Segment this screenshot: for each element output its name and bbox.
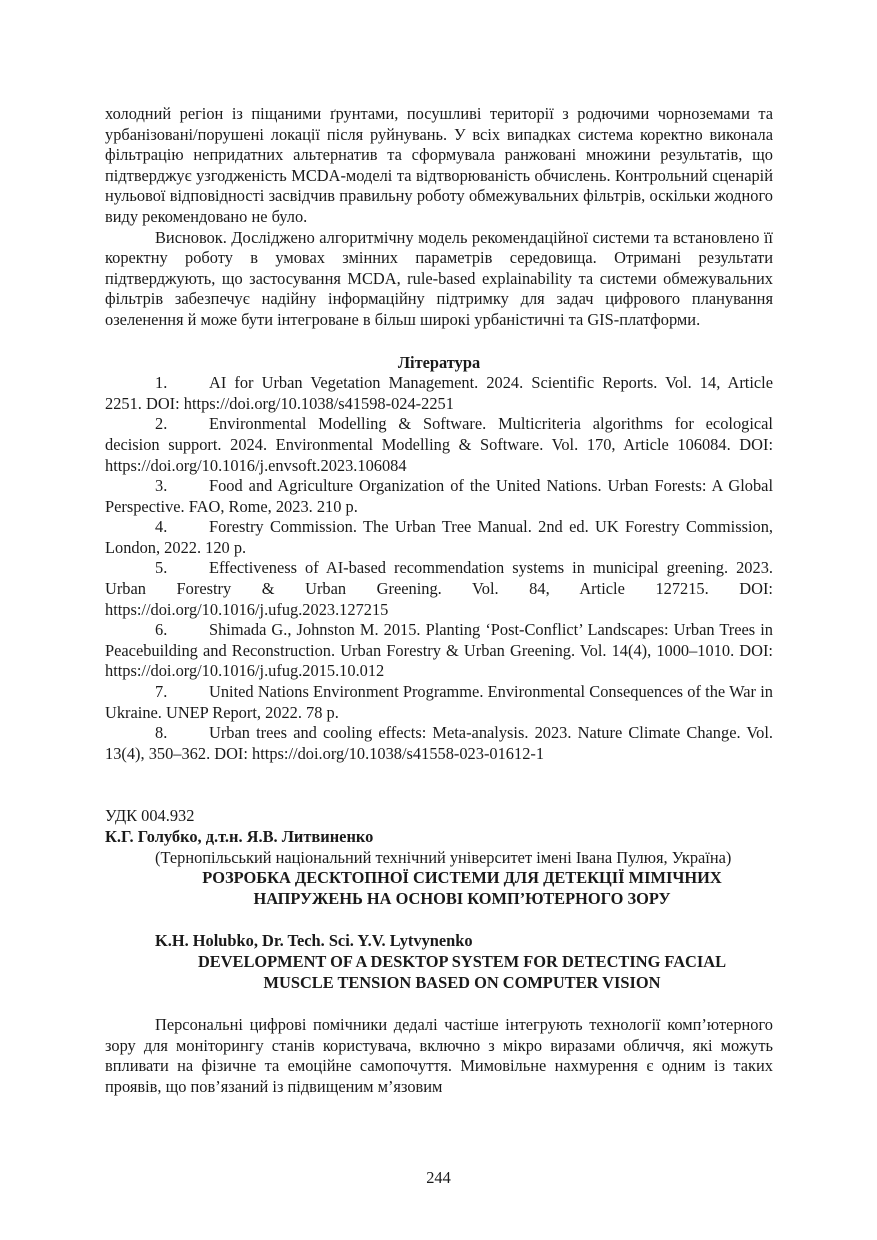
reference-item	[105, 476, 773, 517]
reference-item	[105, 373, 773, 414]
reference-number: 4.	[155, 517, 168, 537]
results-paragraph: холодний регіон із піщаними ґрунтами, посушливі території з родючими чорноземами та урбанізовані/порушені локації після руйнувань. У всіх випадках система коректно виконала фільтрацію непридатних альтернатив та сформувала ранжовані множини результатів, що підтверджує узгодженість MCDA-моделі та відтворюваність обчислень. Контрольний сценарій нульової відповідності засвідчив правильну роботу обмежувальних фільтрів, оскільки жодного виду рекомендовано не було.	[105, 104, 773, 226]
reference-number: 1.	[155, 373, 168, 393]
reference-text: Shimada G., Johnston M. 2015. Planting ‘Post-Conflict’ Landscapes: Urban Trees in Peacebuilding and Reconstruction. Urban Forestry & Urban Greening. Vol. 14(4), 1000–1010. DOI: https://doi.org/10.1016/j.ufug.2015.10.012	[105, 620, 773, 681]
reference-number: 3.	[155, 476, 168, 496]
reference-text: Environmental Modelling & Software. Multicriteria algorithms for ecological decision support. 2024. Environmental Modelling & Software. Vol. 170, Article 106084. DOI: https://doi.org/10.1016/j.envsoft.2023.106084	[105, 414, 773, 475]
reference-text: Urban trees and cooling effects: Meta-analysis. 2023. Nature Climate Change. Vol. 13(4), 350–362. DOI: https://doi.org/10.1038/s41558-023-01612-1	[105, 723, 773, 763]
page-number: 244	[426, 1168, 451, 1187]
reference-text: Food and Agriculture Organization of the United Nations. Urban Forests: A Global Perspective. FAO, Rome, 2023. 210 p.	[105, 476, 773, 516]
udc-code: УДК 004.932	[105, 806, 195, 826]
reference-number: 2.	[155, 414, 168, 434]
intro-paragraph: Персональні цифрові помічники дедалі частіше інтегрують технології комп’ютерного зору для моніторингу станів користувача, включно з мікро виразами обличчя, які можуть впливати на фізичне та емоційне самопочуття. Мимовільне нахмурення є одним із таких проявів, що пов’язаний із підвищеним м’язовим	[105, 1015, 773, 1096]
references-heading: Література	[397, 352, 481, 372]
section-spacer	[105, 764, 773, 806]
reference-item	[105, 682, 773, 723]
reference-text: AI for Urban Vegetation Management. 2024. Scientific Reports. Vol. 14, Article 2251. DOI: https://doi.org/10.1038/s41598-024-2251	[105, 373, 773, 413]
reference-item	[105, 723, 773, 764]
reference-number: 7.	[155, 682, 168, 702]
conclusion-paragraph: Висновок. Досліджено алгоритмічну модель рекомендаційної системи та встановлено її коректну роботу в умовах змінних параметрів середовища. Отримані результати підтверджують, що застосування MCDA, rule-based explainability та системи обмежувальних фільтрів забезпечує надійну інформаційну підтримку для задач цифрового планування озеленення й може бути інтегроване в більш широкі урбаністичні та GIS-платформи.	[105, 227, 773, 329]
reference-item	[105, 414, 773, 476]
reference-item	[105, 558, 773, 620]
reference-number: 5.	[155, 558, 168, 578]
article-title-uk-line-1: РОЗРОБКА ДЕСКТОПНОЇ СИСТЕМИ ДЛЯ ДЕТЕКЦІЇ МІМІЧНИХ	[202, 868, 722, 888]
reference-text: United Nations Environment Programme. Environmental Consequences of the War in Ukraine. UNEP Report, 2022. 78 p.	[105, 682, 773, 722]
reference-item	[105, 620, 773, 682]
document-page	[105, 104, 773, 1098]
reference-number: 8.	[155, 723, 168, 743]
reference-item	[105, 517, 773, 558]
reference-number: 6.	[155, 620, 168, 640]
references-list	[105, 373, 773, 764]
article-title-en-line-2: MUSCLE TENSION BASED ON COMPUTER VISION	[263, 972, 661, 992]
affiliation: (Тернопільський національний технічний університет імені Івана Пулюя, Україна)	[155, 847, 732, 867]
reference-text: Effectiveness of AI-based recommendation systems in municipal greening. 2023. Urban Forestry & Urban Greening. Vol. 84, Article 127215. DOI: https://doi.org/10.1016/j.ufug.2023.127215	[105, 558, 773, 619]
authors-uk: К.Г. Голубко, д.т.н. Я.В. Литвиненко	[105, 827, 374, 846]
authors-en: K.H. Holubko, Dr. Tech. Sci. Y.V. Lytvynenko	[155, 931, 473, 951]
article-title-en-line-1: DEVELOPMENT OF A DESKTOP SYSTEM FOR DETECTING FACIAL	[197, 951, 727, 971]
article-title-uk-line-2: НАПРУЖЕНЬ НА ОСНОВІ КОМП’ЮТЕРНОГО ЗОРУ	[253, 888, 671, 908]
reference-text: Forestry Commission. The Urban Tree Manual. 2nd ed. UK Forestry Commission, London, 2022. 120 p.	[105, 517, 773, 557]
